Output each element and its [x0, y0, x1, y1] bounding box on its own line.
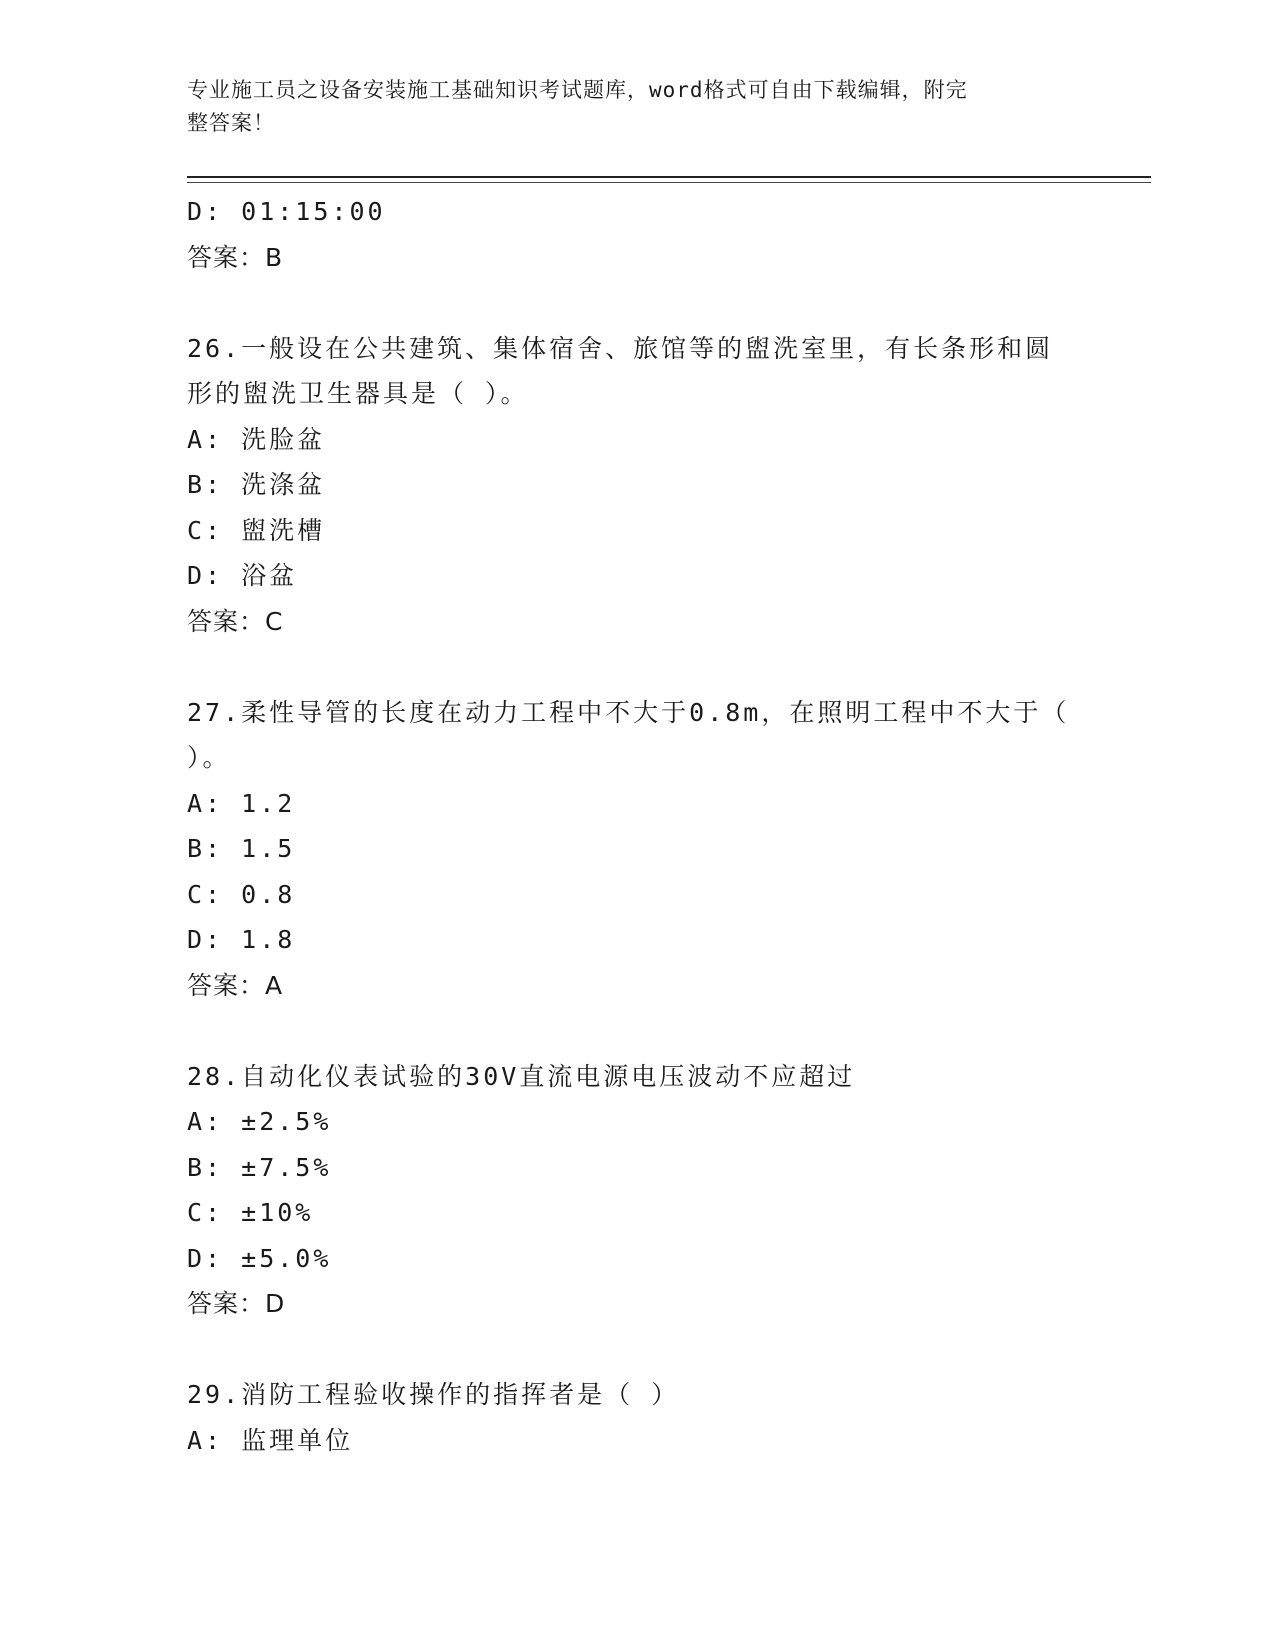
question-text-line-1: 29.消防工程验收操作的指挥者是（ ） — [187, 1380, 680, 1409]
question-text-line-1: 26.一般设在公共建筑、集体宿舍、旅馆等的盥洗室里，有长条形和圆 — [187, 333, 1054, 363]
option-c: C: 0.8 — [187, 879, 296, 909]
question-text-line-1: 27.柔性导管的长度在动力工程中不大于0.8m，在照明工程中不大于（ — [187, 697, 1070, 727]
option-c: C: ±10% — [187, 1198, 314, 1227]
spacer — [187, 1327, 1087, 1373]
document-body — [187, 189, 1087, 1463]
question-27 — [187, 690, 1087, 1009]
option-b: B: 1.5 — [187, 834, 296, 863]
header-divider-thin — [187, 182, 1151, 183]
answer-line: 答案：D — [187, 1289, 286, 1318]
question-text-line-1: 28.自动化仪表试验的30V直流电源电压波动不应超过 — [187, 1061, 856, 1091]
option-d: D: 浴盆 — [187, 561, 298, 590]
option-a: A: 洗脸盆 — [187, 424, 326, 454]
option-a: A: ±2.5% — [187, 1107, 332, 1136]
option-b: B: ±7.5% — [187, 1152, 332, 1182]
header-line-1: 专业施工员之设备安装施工基础知识考试题库，word格式可自由下载编辑，附完 — [187, 78, 968, 102]
answer-line: 答案：B — [187, 242, 284, 272]
spacer — [187, 280, 1087, 326]
question-28 — [187, 1054, 1087, 1327]
option-d: D: ±5.0% — [187, 1243, 332, 1273]
option-a: A: 1.2 — [187, 788, 296, 818]
option-d: D: 01:15:00 — [187, 197, 386, 226]
question-29 — [187, 1372, 1087, 1463]
answer-line: 答案：C — [187, 606, 284, 636]
document-header — [187, 74, 1067, 140]
spacer — [187, 1008, 1087, 1054]
option-a: A: 监理单位 — [187, 1425, 354, 1455]
header-divider-thick — [187, 176, 1151, 178]
option-c: C: 盥洗槽 — [187, 515, 326, 545]
option-d: D: 1.8 — [187, 925, 296, 954]
answer-line: 答案：A — [187, 970, 284, 1000]
header-line-2: 整答案！ — [187, 111, 275, 135]
option-b: B: 洗涤盆 — [187, 470, 326, 499]
question-text-line-2: ）。 — [187, 743, 231, 772]
spacer — [187, 644, 1087, 690]
question-26 — [187, 326, 1087, 645]
question-text-line-2: 形的盥洗卫生器具是（ ）。 — [187, 379, 529, 408]
